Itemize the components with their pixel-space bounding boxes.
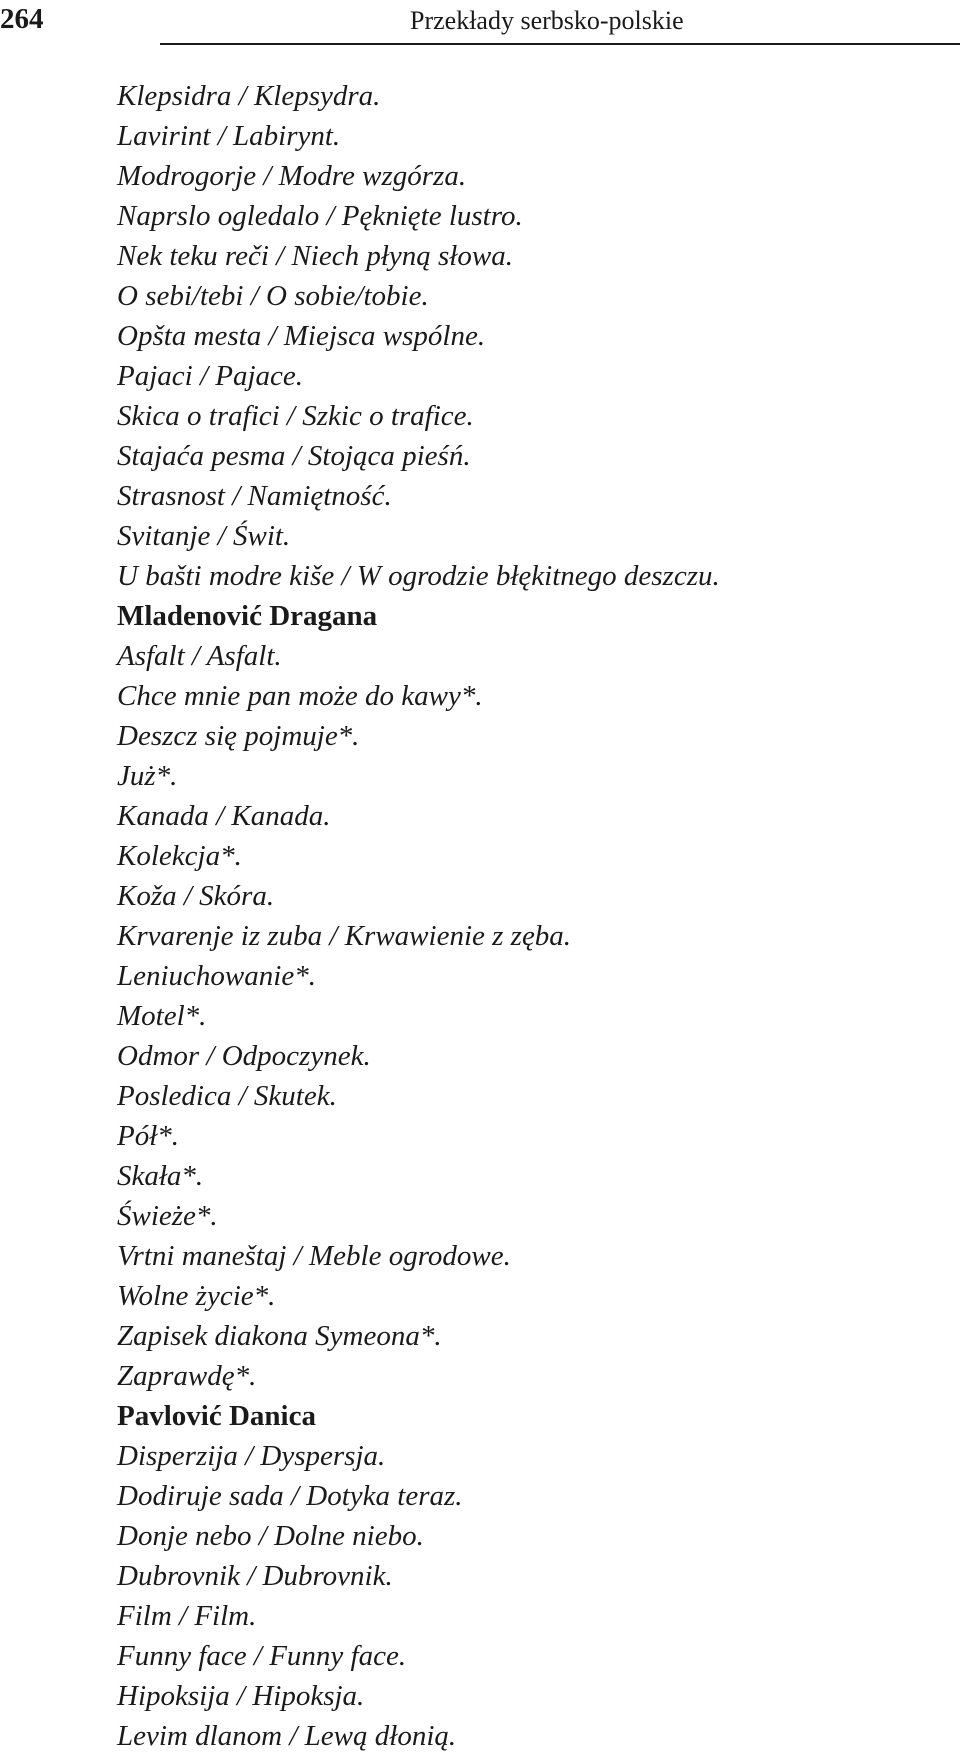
work-title: Opšta mesta / Miejsca wspólne. bbox=[117, 320, 486, 352]
work-title: Motel*. bbox=[117, 1000, 207, 1032]
running-head: Przekłady serbsko-polskie bbox=[410, 6, 684, 35]
page-number: 264 bbox=[0, 3, 44, 35]
work-title: Lavirint / Labirynt. bbox=[117, 120, 341, 152]
work-title: Disperzija / Dyspersja. bbox=[117, 1440, 386, 1472]
work-title: Svitanje / Świt. bbox=[117, 520, 291, 552]
work-title: Krvarenje iz zuba / Krwawienie z zęba. bbox=[117, 920, 572, 952]
work-title: Zapisek diakona Symeona*. bbox=[117, 1320, 442, 1352]
work-title: Zaprawdę*. bbox=[117, 1360, 257, 1392]
work-title: Hipoksija / Hipoksja. bbox=[117, 1680, 365, 1712]
work-title: Asfalt / Asfalt. bbox=[117, 640, 282, 672]
work-title: Już*. bbox=[117, 760, 178, 792]
work-title: Leniuchowanie*. bbox=[117, 960, 316, 992]
work-title: Klepsidra / Klepsydra. bbox=[117, 80, 381, 112]
work-title: Levim dlanom / Lewą dłonią. bbox=[117, 1720, 457, 1752]
author-heading: Mladenović Dragana bbox=[117, 600, 378, 632]
work-title: U bašti modre kiše / W ogrodzie błękitnego deszczu. bbox=[117, 560, 720, 592]
work-title: Posledica / Skutek. bbox=[117, 1080, 337, 1112]
bibliography-list bbox=[117, 76, 947, 1756]
header-rule bbox=[160, 43, 960, 45]
work-title: Strasnost / Namiętność. bbox=[117, 480, 392, 512]
work-title: Nek teku reči / Niech płyną słowa. bbox=[117, 240, 513, 272]
work-title: Wolne życie*. bbox=[117, 1280, 276, 1312]
work-title: Naprslo ogledalo / Pęknięte lustro. bbox=[117, 200, 523, 232]
work-title: Modrogorje / Modre wzgórza. bbox=[117, 160, 467, 192]
work-title: Pajaci / Pajace. bbox=[117, 360, 304, 392]
work-title: Dodiruje sada / Dotyka teraz. bbox=[117, 1480, 463, 1512]
work-title: Skała*. bbox=[117, 1160, 204, 1192]
author-heading: Pavlović Danica bbox=[117, 1400, 316, 1432]
work-title: Skica o trafici / Szkic o trafice. bbox=[117, 400, 474, 432]
work-title: Dubrovnik / Dubrovnik. bbox=[117, 1560, 393, 1592]
work-title: Deszcz się pojmuje*. bbox=[117, 720, 360, 752]
work-title: Funny face / Funny face. bbox=[117, 1640, 407, 1672]
work-title: Donje nebo / Dolne niebo. bbox=[117, 1520, 424, 1552]
work-title: Pół*. bbox=[117, 1120, 180, 1152]
work-title: Vrtni maneštaj / Meble ogrodowe. bbox=[117, 1240, 511, 1272]
work-title: Kanada / Kanada. bbox=[117, 800, 331, 832]
work-title: Film / Film. bbox=[117, 1600, 257, 1632]
work-title: O sebi/tebi / O sobie/tobie. bbox=[117, 280, 429, 312]
work-title: Kolekcja*. bbox=[117, 840, 242, 872]
work-title: Świeże*. bbox=[117, 1200, 218, 1232]
work-title: Koža / Skóra. bbox=[117, 880, 275, 912]
work-title: Stajaća pesma / Stojąca pieśń. bbox=[117, 440, 471, 472]
work-title: Odmor / Odpoczynek. bbox=[117, 1040, 371, 1072]
work-title: Chce mnie pan może do kawy*. bbox=[117, 680, 483, 712]
